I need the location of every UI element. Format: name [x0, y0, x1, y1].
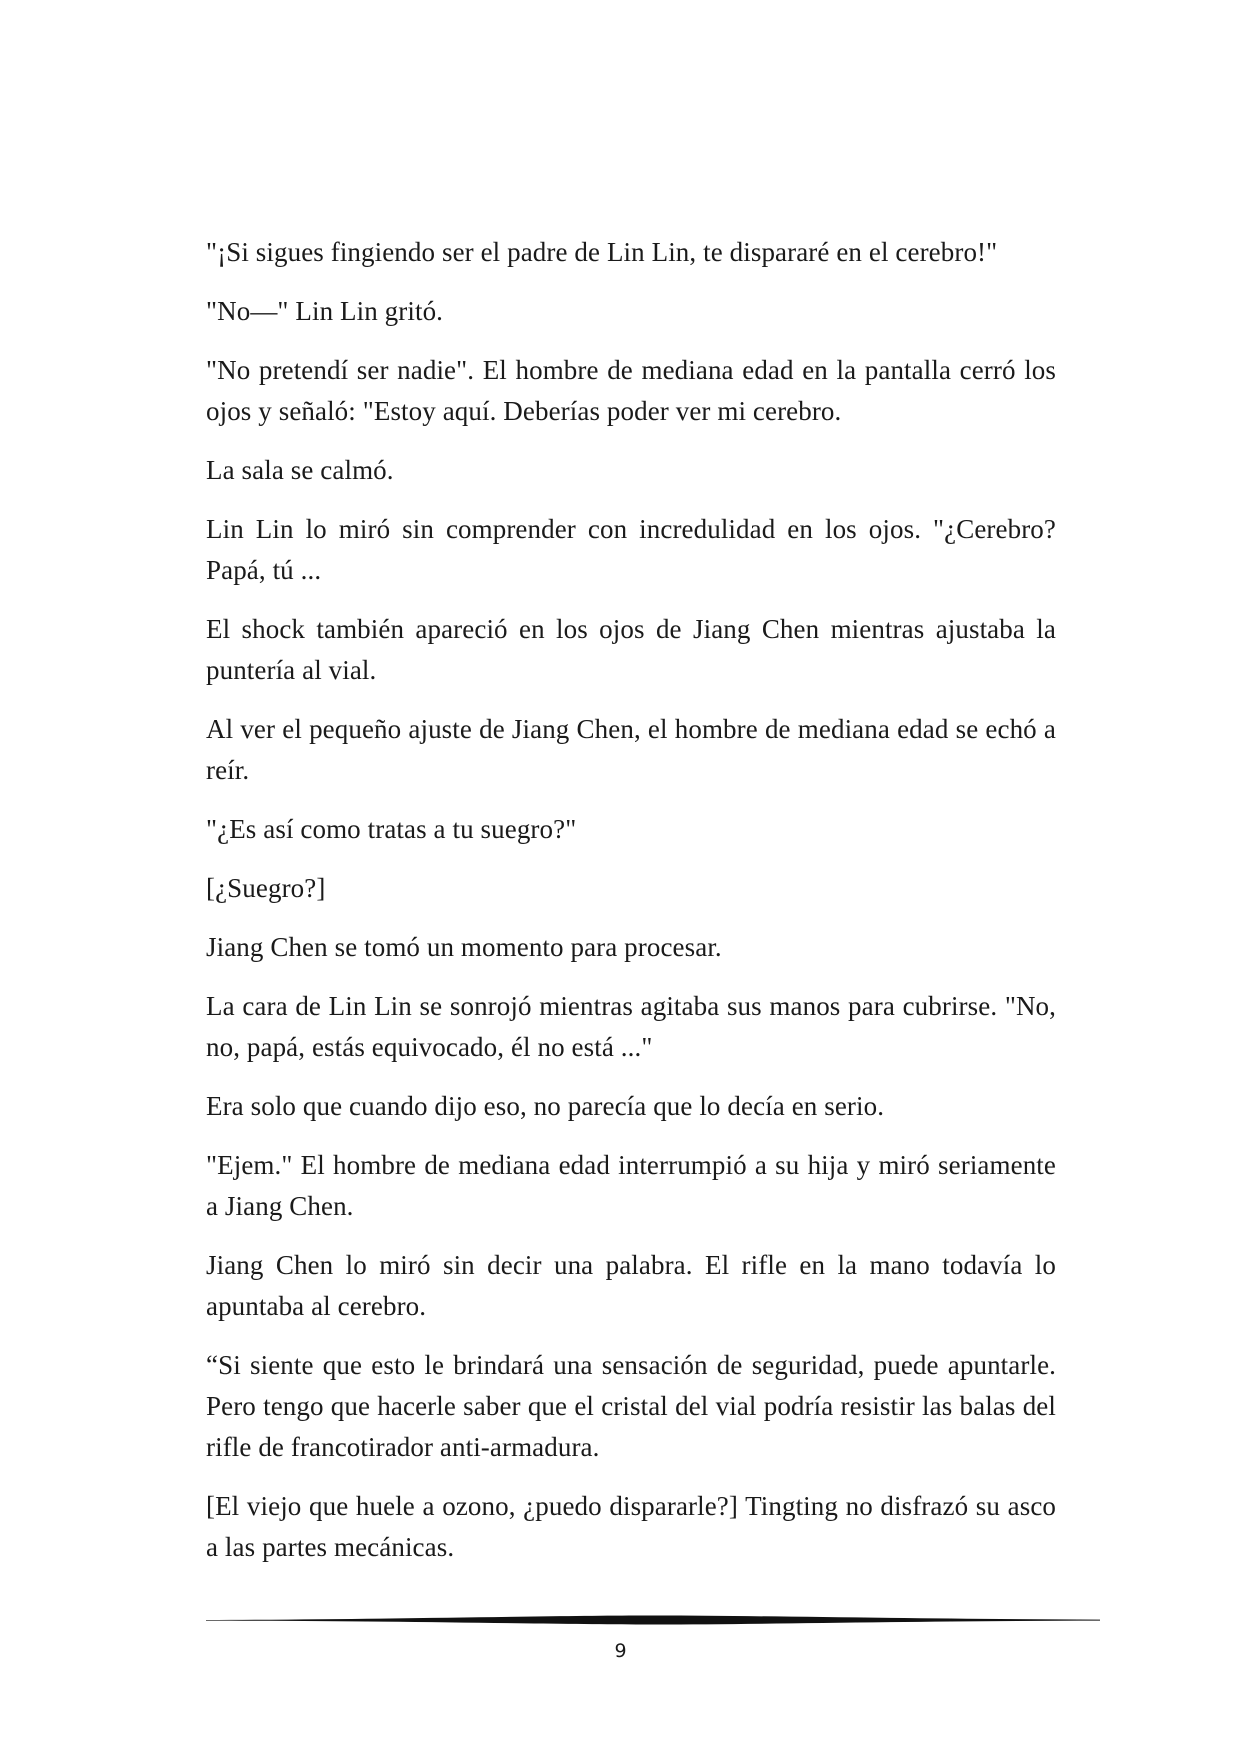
paragraph: "No pretendí ser nadie". El hombre de mediana edad en la pantalla cerró los ojos y señaló: "Estoy aquí. Deberías poder ver mi cerebro.	[206, 355, 1056, 426]
paragraph: [El viejo que huele a ozono, ¿puedo dispararle?] Tingting no disfrazó su asco a las partes mecánicas.	[206, 1491, 1056, 1562]
paragraph: Lin Lin lo miró sin comprender con incredulidad en los ojos. "¿Cerebro? Papá, tú ...	[206, 514, 1056, 585]
paragraph: "No—" Lin Lin gritó.	[206, 296, 444, 326]
paragraph: “Si siente que esto le brindará una sensación de seguridad, puede apuntarle. Pero tengo que hacerle saber que el cristal del vial podría resistir las balas del rifle de francotirador anti-armadura.	[206, 1350, 1056, 1462]
paragraph: [¿Suegro?]	[206, 873, 326, 903]
page-number: 9	[614, 1640, 627, 1662]
paragraph: La cara de Lin Lin se sonrojó mientras agitaba sus manos para cubrirse. "No, no, papá, estás equivocado, él no está ..."	[206, 991, 1056, 1062]
page-body	[206, 232, 1056, 1586]
paragraph: Jiang Chen se tomó un momento para procesar.	[206, 932, 722, 962]
paragraph: "Ejem." El hombre de mediana edad interrumpió a su hija y miró seriamente a Jiang Chen.	[206, 1150, 1056, 1221]
paragraph: Jiang Chen lo miró sin decir una palabra. El rifle en la mano todavía lo apuntaba al cerebro.	[206, 1250, 1056, 1321]
paragraph: La sala se calmó.	[206, 455, 394, 485]
paragraph: "¡Si sigues fingiendo ser el padre de Lin Lin, te dispararé en el cerebro!"	[206, 237, 998, 267]
paragraph: "¿Es así como tratas a tu suegro?"	[206, 814, 577, 844]
footer-divider	[206, 1614, 1100, 1626]
paragraph: El shock también apareció en los ojos de Jiang Chen mientras ajustaba la puntería al vial.	[206, 614, 1056, 685]
paragraph: Era solo que cuando dijo eso, no parecía que lo decía en serio.	[206, 1091, 885, 1121]
paragraph: Al ver el pequeño ajuste de Jiang Chen, el hombre de mediana edad se echó a reír.	[206, 714, 1056, 785]
